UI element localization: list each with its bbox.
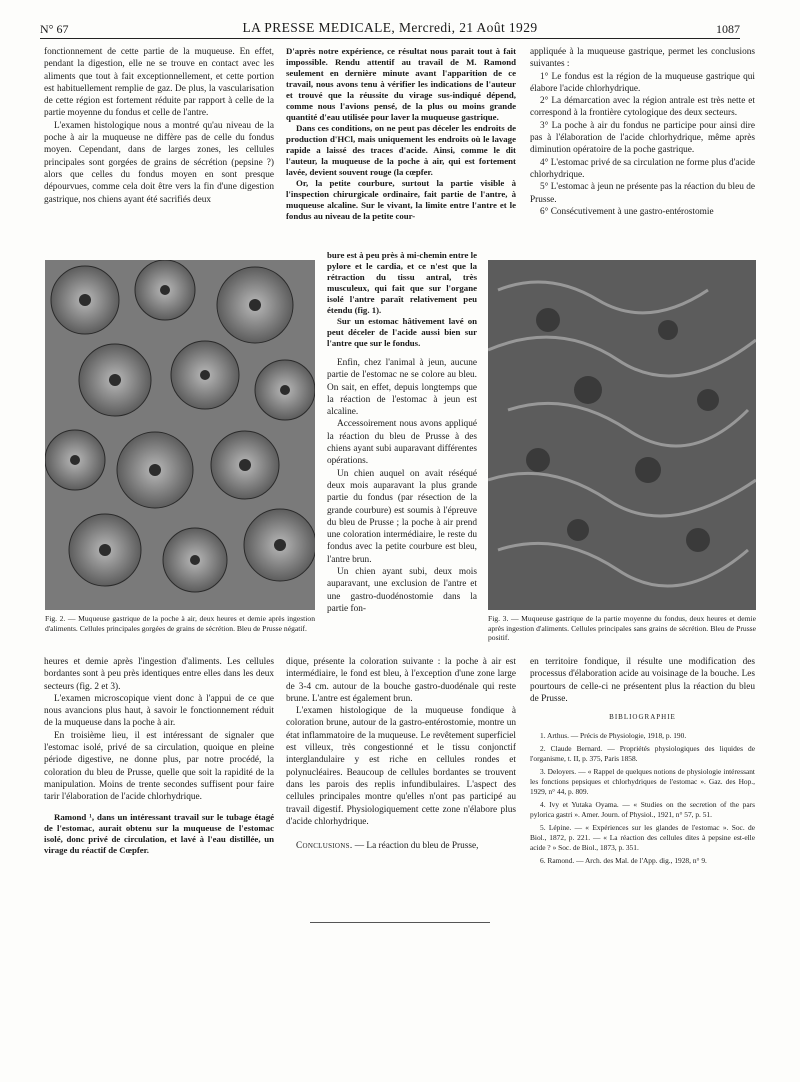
paragraph: heures et demie après l'ingestion d'aliments. Les cellules bordantes sont à peu près identiques entre elles dans les deux secteurs (fig. 2 et 3). bbox=[44, 657, 274, 692]
paragraph: 6° Consécutivement à une gastro-entérostomie bbox=[540, 206, 714, 217]
paragraph: dique, présente la coloration suivante : la poche à air est intermédiaire, le fond est bleu, à l'exception d'une zone large de 3-4 cm. autour de la bouche gastro-duodénale qui reste brune. L'antre est également brun. bbox=[286, 657, 516, 704]
bibliography-item: 4. Ivy et Yutaka Oyama. — « Studies on the secretion of the pars pylorica gastri ». Amer. Journ. of Physiol., 1921, n° 57, p. 51. bbox=[530, 800, 755, 820]
conclusions-paragraph bbox=[286, 840, 516, 852]
column-1-bottom bbox=[44, 656, 274, 856]
paragraph: L'examen microscopique vient donc à l'appui de ce que nous avancions plus haut, à savoir le fonctionnement réduit de la muqueuse dans la poche à air. bbox=[44, 693, 274, 729]
paragraph: en territoire fondique, il résulte une modification des processus d'élaboration acide au voisinage de la bouche. Les pourtours de celle-ci ne présentent plus la réaction du bleu de Prusse. bbox=[530, 657, 755, 704]
column-3-top bbox=[530, 46, 755, 218]
journal-title: LA PRESSE MEDICALE, Mercredi, 21 Août 1929 bbox=[242, 20, 538, 35]
page-number: 1087 bbox=[716, 22, 740, 36]
paragraph: 5° L'estomac à jeun ne présente pas la réaction du bleu de Prusse. bbox=[530, 182, 755, 205]
bibliography-item: 5. Lépine. — « Expériences sur les glandes de l'estomac ». Soc. de Biol., 1872, p. 221. — « La réaction des cellules dites à pepsine est-elle acide ? » Soc. de Biol., 1873, p. 351. bbox=[530, 823, 755, 853]
figure-2-micrograph bbox=[45, 260, 315, 610]
paragraph: Dans ces conditions, on ne peut pas déceler les endroits de production d'HCl, mais uniquement les endroits où le lavage rapide a laissé des traces d'acide. Ainsi, comme le dit l'auteur, la muqueuse de la poche à air, qui est fortement lavée, devient souvent rouge (la cœpfer. bbox=[286, 123, 516, 177]
paragraph: 4° L'estomac privé de sa circulation ne forme plus d'acide chlorhydrique. bbox=[530, 157, 755, 180]
paragraph: En troisième lieu, il est intéressant de signaler que l'estomac isolé, privé de sa circulation, quoique en pleine période digestive, ne donne plus, par notre procédé, la coloration du bleu de Prusse, quelle que soit la rapidité de la manipulation. Moins de trente secondes suffisent pour faire tarir l'élaboration de l'acide chlorhydrique. bbox=[44, 730, 274, 803]
bibliography-item: 2. Claude Bernard. — Propriétés physiologiques des liquides de l'organisme, t. II, p. 375, Paris 1858. bbox=[530, 744, 755, 764]
figure-2-caption: Fig. 2. — Muqueuse gastrique de la poche à air, deux heures et demie après ingestion d'aliments. Cellules principales gorgées de grains de sécrétion. Bleu de Prusse négatif. bbox=[45, 614, 315, 633]
page-header bbox=[40, 18, 740, 39]
paragraph: L'examen histologique nous a montré qu'au niveau de la poche à air la muqueuse ne diffère pas de celle du fondus moyen. Cependant, dans de larges zones, les cellules principales sont gorgées de grains de sécrétion (pepsine ?) alors que celles du fondus moyen en sont presque dépourvues, comme cela doit être vers la fin d'une digestion gastrique, nos chiens ayant été sacrifiés deux bbox=[44, 120, 274, 205]
column-3-bottom bbox=[530, 656, 755, 869]
column-2-top bbox=[286, 46, 516, 222]
conclusions-label: Conclusions. bbox=[296, 841, 353, 852]
paragraph: Or, la petite courbure, surtout la partie visible à l'inspection chirurgicale ordinaire, fait partie de l'antre, à muqueuse alcaline. Sur le vivant, la limite entre l'antre et le fondus au niveau de la petite cour- bbox=[286, 178, 516, 221]
column-2-bottom bbox=[286, 656, 516, 852]
conclusions-text: — La réaction du bleu de Prusse, bbox=[352, 841, 479, 852]
paragraph: 2° La démarcation avec la région antrale est très nette et correspond à la frontière cytologique des deux secteurs. bbox=[530, 96, 755, 119]
figure-3-micrograph bbox=[488, 260, 756, 610]
bibliography-item: 1. Arthus. — Précis de Physiologie, 1918, p. 190. bbox=[540, 731, 687, 741]
paragraph: Sur un estomac hâtivement lavé on peut déceler de l'acide aussi bien sur l'antre que sur le fondus. bbox=[327, 316, 477, 348]
column-1-top bbox=[44, 46, 274, 206]
paragraph: bure est à peu près à mi-chemin entre le pylore et le cardia, et ce n'est que la rétraction du tissu antral, très musculeux, qui fait que sur l'organe isolé l'antre paraît relativement peu étendu (fig. 1). bbox=[327, 250, 477, 315]
column-2-middle bbox=[327, 250, 477, 615]
bibliography-item: 3. Deloyers. — « Rappel de quelques notions de physiologie intéressant les fonctions pepsiques et chlorhydriques de l'estomac ». Gaz. des Hop., 1929, n° 44, p. 809. bbox=[530, 767, 755, 797]
paragraph: Un chien auquel on avait réséqué deux mois auparavant la plus grande partie du fondus (par résection de la grande courbure) est soumis à l'épreuve du bleu de Prusse ; la poche à air prend une coloration intermédiaire, le reste du fondus avec la petite courbure est bleu, l'antre brun. bbox=[327, 468, 477, 565]
paragraph: Enfin, chez l'animal à jeun, aucune partie de l'estomac ne se colore au bleu. On sait, en effet, depuis longtemps que la réaction de l'estomac à jeun est alcaline. bbox=[327, 358, 477, 418]
bibliography-item: 6. Ramond. — Arch. des Mal. de l'App. dig., 1928, n° 9. bbox=[540, 856, 707, 866]
paragraph: Un chien ayant subi, deux mois auparavant, une exclusion de l'antre et une gastro-duodénostomie dans la partie fon- bbox=[327, 567, 477, 614]
paragraph: appliquée à la muqueuse gastrique, permet les conclusions suivantes : bbox=[530, 47, 755, 70]
bibliography-title: BIBLIOGRAPHIE bbox=[609, 713, 676, 722]
figure-3-caption: Fig. 3. — Muqueuse gastrique de la partie moyenne du fondus, deux heures et demie après ingestion d'aliments. Cellules principales sans grains de sécrétion. Bleu de Prusse positif. bbox=[488, 614, 756, 643]
paragraph: fonctionnement de cette partie de la muqueuse. En effet, pendant la digestion, elle ne se trouve en contact avec les aliments que tout à fait exceptionnellement, et cette portion est habituellement remplie de gaz. De plus, la vascularisation de cette région est fortement réduite par rapport à celle de la partie moyenne du fondus et celle de l'antre. bbox=[44, 47, 274, 119]
footnote-paragraph: Ramond ¹, dans un intéressant travail sur le tubage étagé de l'estomac, aurait obtenu sur la muqueuse de l'estomac isolé, donc privé de circulation, et lavé à l'eau distillée, un virage du réactif de Cœpfer. bbox=[44, 811, 274, 855]
bibliography-list bbox=[530, 731, 755, 866]
end-rule bbox=[310, 922, 490, 923]
paragraph: Accessoirement nous avons appliqué la réaction du bleu de Prusse à des chiens ayant subi auparavant différentes opérations. bbox=[327, 419, 477, 467]
issue-number: N° 67 bbox=[40, 22, 69, 36]
paragraph: D'après notre expérience, ce résultat nous parait tout à fait impossible. Rendu attentif au travail de M. Ramond seulement en dernière minute avant l'apparition de ce travail, nous avons tenu à vérifier les indications de l'auteur et trouvé que la réussite du virage sus-indiqué dépend, comme nous l'avions pensé, de la plus ou moins grande quantité d'eau utilisée pour laver la muqueuse gastrique. bbox=[286, 46, 516, 122]
paragraph: 1° Le fondus est la région de la muqueuse gastrique qui élabore l'acide chlorhydrique. bbox=[530, 71, 755, 94]
paragraph: 3° La poche à air du fondus ne participe pour ainsi dire pas à l'élaboration de l'acide chlorhydrique, même après diminution opératoire de la poche gastrique. bbox=[530, 120, 755, 156]
paragraph: L'examen histologique de la muqueuse fondique à coloration brune, autour de la gastro-entérostomie, montre un état inflammatoire de la muqueuse. Le revêtement superficiel est villeux, très congestionné et le tissu conjonctif interglandulaire y est riche en cellules rondes et polynucléaires. Beaucoup de cellules bordantes se trouvent dans les parois des replis infundibulaires. L'aspect des cellules principales montre qu'elles n'ont pas participé au travail digestif. Physiologiquement cette zone n'élabore plus d'acide chlorhydrique. bbox=[286, 706, 516, 827]
